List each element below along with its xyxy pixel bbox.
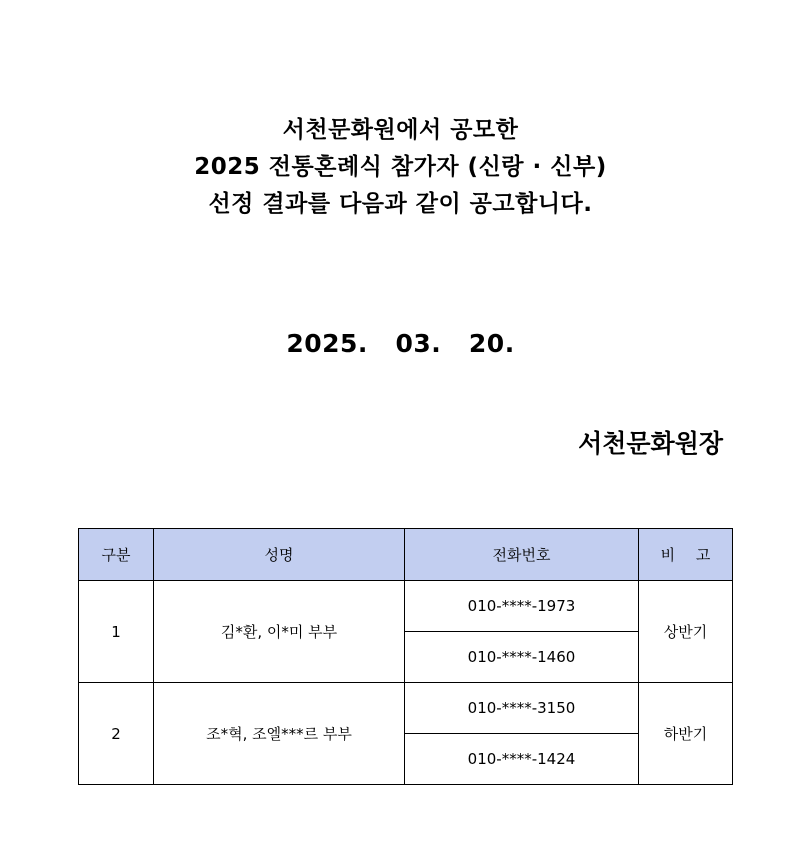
row-phone: 010-****-1424 [405, 734, 639, 785]
row-phone: 010-****-1460 [405, 632, 639, 683]
notice-title-line-2: 2025 전통혼례식 참가자 (신랑 · 신부) [194, 154, 607, 180]
row-phone: 010-****-1973 [405, 581, 639, 632]
result-table [78, 528, 733, 785]
row-name: 조*혁, 조엘***르 부부 [154, 683, 405, 785]
header-phone: 전화번호 [405, 529, 639, 581]
row-number: 1 [79, 581, 154, 683]
row-note: 상반기 [639, 581, 733, 683]
header-category: 구분 [79, 529, 154, 581]
table-row [79, 683, 733, 734]
row-phone: 010-****-3150 [405, 683, 639, 734]
notice-title-line-3: 선정 결과를 다음과 같이 공고합니다. [208, 191, 593, 217]
row-name: 김*환, 이*미 부부 [154, 581, 405, 683]
notice-title-line-1: 서천문화원에서 공모한 [282, 117, 519, 143]
table-row [79, 581, 733, 632]
row-note: 하반기 [639, 683, 733, 785]
notice-title [0, 112, 801, 223]
table-header-row [79, 529, 733, 581]
notice-date: 2025. 03. 20. [286, 329, 515, 358]
header-name: 성명 [154, 529, 405, 581]
row-number: 2 [79, 683, 154, 785]
notice-signer: 서천문화원장 [578, 429, 723, 458]
header-note: 비 고 [639, 529, 733, 581]
